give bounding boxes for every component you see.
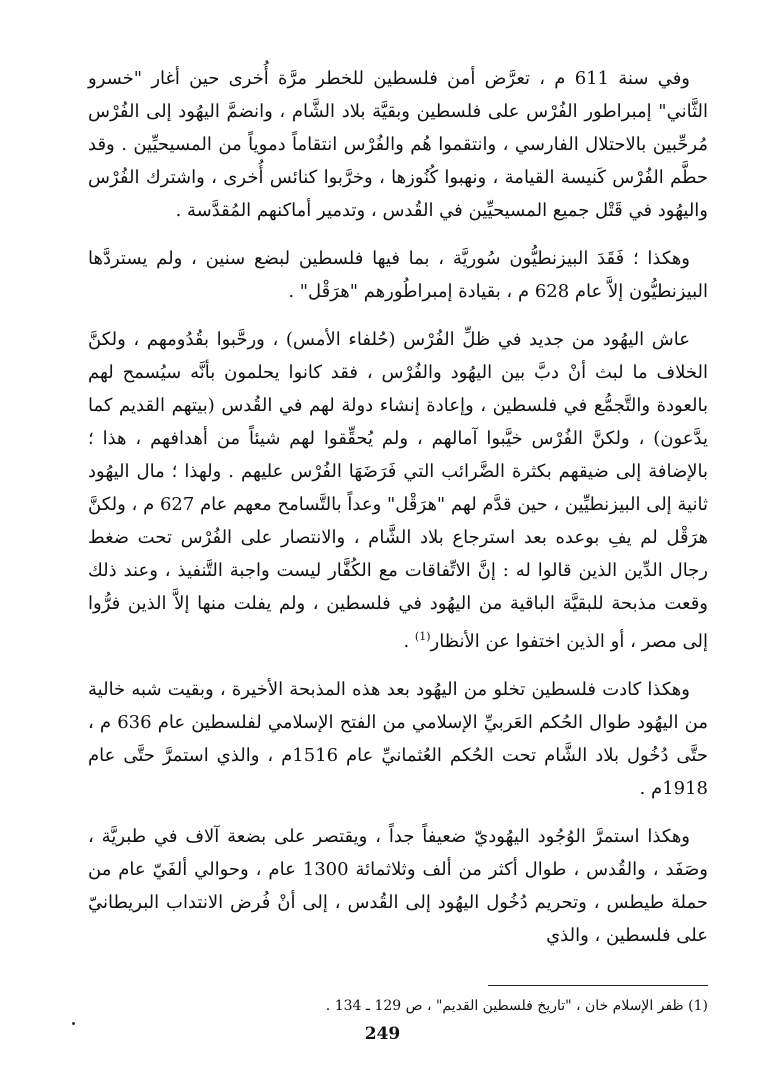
- paragraph-3-text: عاش اليهُود من جديد في ظلِّ الفُرْس (حُلفاء الأمس) ، ورحَّبوا بقُدُومهم ، ولكنَّ الخلاف ما لبث أنْ دبَّ بين اليهُود والفُرْس ، فقد كانوا يحلمون بأنَّه سيُسمح لهم بالعودة والتَّجمُّع في فلسطين ، وإعادة إنشاء دولة لهم في القُدس (بيتهم القديم كما يدَّعون) ، ولكنَّ الفُرْس خيَّبوا آمالهم ، ولم يُحقِّقوا لهم شيئاً من أهدافهم ، هذا ؛ بالإضافة إلى ضيقهم بكثرة الضَّرائب التي فَرَضَهَا الفُرْس عليهم . ولهذا ؛ مال اليهُود ثانية إلى البيزنطيِّين ، حين قدَّم لهم "هرَقْل" وعداً بالتَّسامح معهم عام 627 م ، ولكنَّ هرَقْل لم يفِ بوعده بعد استرجاع بلاد الشَّام ، والانتصار على الفُرْس تحت ضغط رجال الدِّين الذين قالوا له : إنَّ الاتِّفاقات مع الكُفَّار ليست واجبة التَّنفيذ ، وعند ذلك وقعت مذبحة للبقيَّة الباقية من اليهُود في فلسطين ، ولم يفلت منها إلاَّ الذين فرُّوا إلى مصر ، أو الذين اختفوا عن الأنظار: [88, 329, 708, 652]
- paragraph-1: وفي سنة 611 م ، تعرَّض أمن فلسطين للخطر مرَّة أُخرى حين أغار "خسرو الثَّاني" إمبراطور الفُرْس على فلسطين وبقيَّة بلاد الشَّام ، وانضمَّ اليهُود إلى الفُرْس مُرحِّبين بالاحتلال الفارسي ، وانتقموا هُم والفُرْس انتقاماً دموياً من المسيحيِّين . وقد حطَّم الفُرْس كَنيسة القيامة ، ونهبوا كُنُوزها ، وخرَّبوا كنائس أُخرى ، واشترك الفُرْس واليهُود في قَتْل جميع المسيحيِّين في القُدس ، وتدمير أماكنهم المُقدَّسة .: [88, 68, 708, 221]
- paragraph-3: [88, 323, 708, 658]
- paragraph-3-end: .: [403, 631, 415, 652]
- page-body: [88, 62, 708, 952]
- page-number: 249: [364, 1024, 401, 1044]
- paragraph-4: وهكذا كادت فلسطين تخلو من اليهُود بعد هذه المذبحة الأخيرة ، وبقيت شبه خالية من اليهُود طوال الحُكم العَربيِّ الإسلامي من الفتح الإسلامي لفلسطين عام 636 م ، حتَّى دُخُول بلاد الشَّام تحت الحُكم العُثمانيِّ عام 1516م ، والذي استمرَّ حتَّى عام 1918م .: [88, 679, 708, 799]
- footnote-reference: (1): [414, 630, 431, 643]
- footnote-divider: [488, 985, 708, 986]
- paragraph-5: وهكذا استمرَّ الوُجُود اليهُوديّ ضعيفاً جداً ، ويقتصر على بضعة آلاف في طبريَّة ، وصَفَد ، والقُدس ، طوال أكثر من ألف وثلاثمائة 1300 عام ، وحوالي ألفَيّ عام من حملة طيطس ، وتحريم دُخُول اليهُود إلى القُدس ، إلى أنْ فُرض الانتداب البريطانيّ على فلسطين ، والذي: [88, 826, 709, 946]
- paragraph-2: وهكذا ؛ فَقَدَ البيزنطيُّون سُوريَّة ، بما فيها فلسطين لبضع سنين ، ولم يستردَّها البيزنطيُّون إلاَّ عام 628 م ، بقيادة إمبراطُورهم "هرَقْل" .: [88, 248, 708, 302]
- footnote: (1) ظفر الإسلام خان ، "تاريخ فلسطين القديم" ، ص 129 ـ 134 .: [325, 998, 708, 1014]
